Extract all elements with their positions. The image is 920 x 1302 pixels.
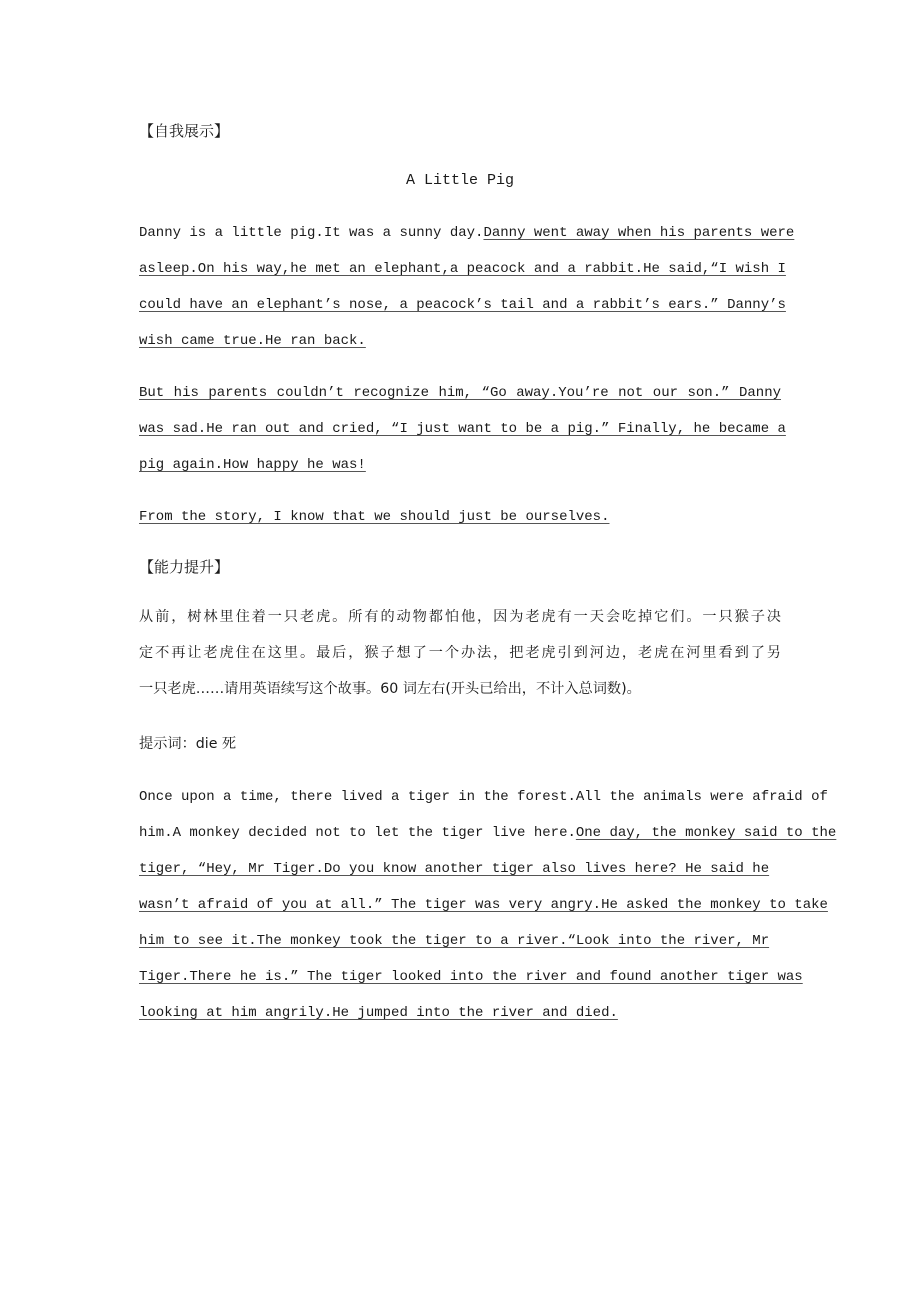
answer-line	[139, 822, 837, 844]
story-line	[139, 418, 786, 440]
underlined-text: could have an elephant’s nose, a peacock’s tail and a rabbit’s ears.” Danny’s	[139, 297, 786, 313]
story-moral	[139, 506, 781, 528]
underlined-text: asleep.On his way,he met an elephant,a peacock and a rabbit.He said,“I wish I	[139, 261, 786, 277]
answer-line	[139, 1002, 781, 1024]
story-line	[139, 258, 786, 280]
answer-line	[139, 930, 781, 952]
plain-text: Once upon a time, there lived a tiger in the forest.All the animals were afraid of	[139, 789, 828, 805]
underlined-text: wasn’t afraid of you at all.” The tiger was very angry.He asked the monkey to take	[139, 897, 828, 913]
story-line	[139, 330, 781, 352]
story-title: A Little Pig	[405, 172, 515, 189]
plain-text: Danny is a little pig.It was a sunny day.	[139, 225, 484, 241]
underlined-text: One day, the monkey said to the	[575, 825, 837, 841]
story-line	[139, 454, 781, 476]
answer-line	[139, 786, 828, 808]
underlined-text: wish came true.He ran back.	[139, 333, 366, 349]
answer-line	[139, 858, 781, 880]
section-heading-ability: 【能力提升】	[139, 558, 230, 576]
prompt-line: 从前，树林里住着一只老虎。所有的动物都怕他，因为老虎有一天会吃掉它们。一只猴子决	[139, 609, 781, 625]
plain-text: him.A monkey decided not to let the tiger live here.	[139, 825, 576, 841]
story-line	[139, 222, 795, 244]
prompt-line: 定不再让老虎住在这里。最后，猴子想了一个办法，把老虎引到河边，老虎在河里看到了另	[139, 645, 781, 661]
underlined-text: Danny went away when his parents were	[483, 225, 795, 241]
underlined-text: Tiger.There he is.” The tiger looked into the river and found another tiger was	[139, 969, 803, 985]
hint-words: 提示词：die 死	[139, 736, 237, 752]
story-line	[139, 294, 786, 316]
underlined-text: But his parents couldn’t recognize him, “Go away.You’re not our son.” Danny	[139, 385, 781, 401]
answer-line	[139, 894, 828, 916]
answer-line	[139, 966, 803, 988]
section-heading-self-show: 【自我展示】	[139, 122, 230, 140]
story-line	[139, 382, 781, 404]
underlined-text: From the story, I know that we should just be ourselves.	[139, 509, 610, 525]
underlined-text: looking at him angrily.He jumped into the river and died.	[139, 1005, 618, 1021]
underlined-text: tiger, “Hey, Mr Tiger.Do you know another tiger also lives here? He said he	[139, 861, 770, 877]
prompt-line: 一只老虎……请用英语续写这个故事。60 词左右(开头已给出，不计入总词数)。	[139, 681, 641, 697]
underlined-text: him to see it.The monkey took the tiger to a river.“Look into the river, Mr	[139, 933, 770, 949]
underlined-text: pig again.How happy he was!	[139, 457, 366, 473]
underlined-text: was sad.He ran out and cried, “I just want to be a pig.” Finally, he became a	[139, 421, 786, 437]
